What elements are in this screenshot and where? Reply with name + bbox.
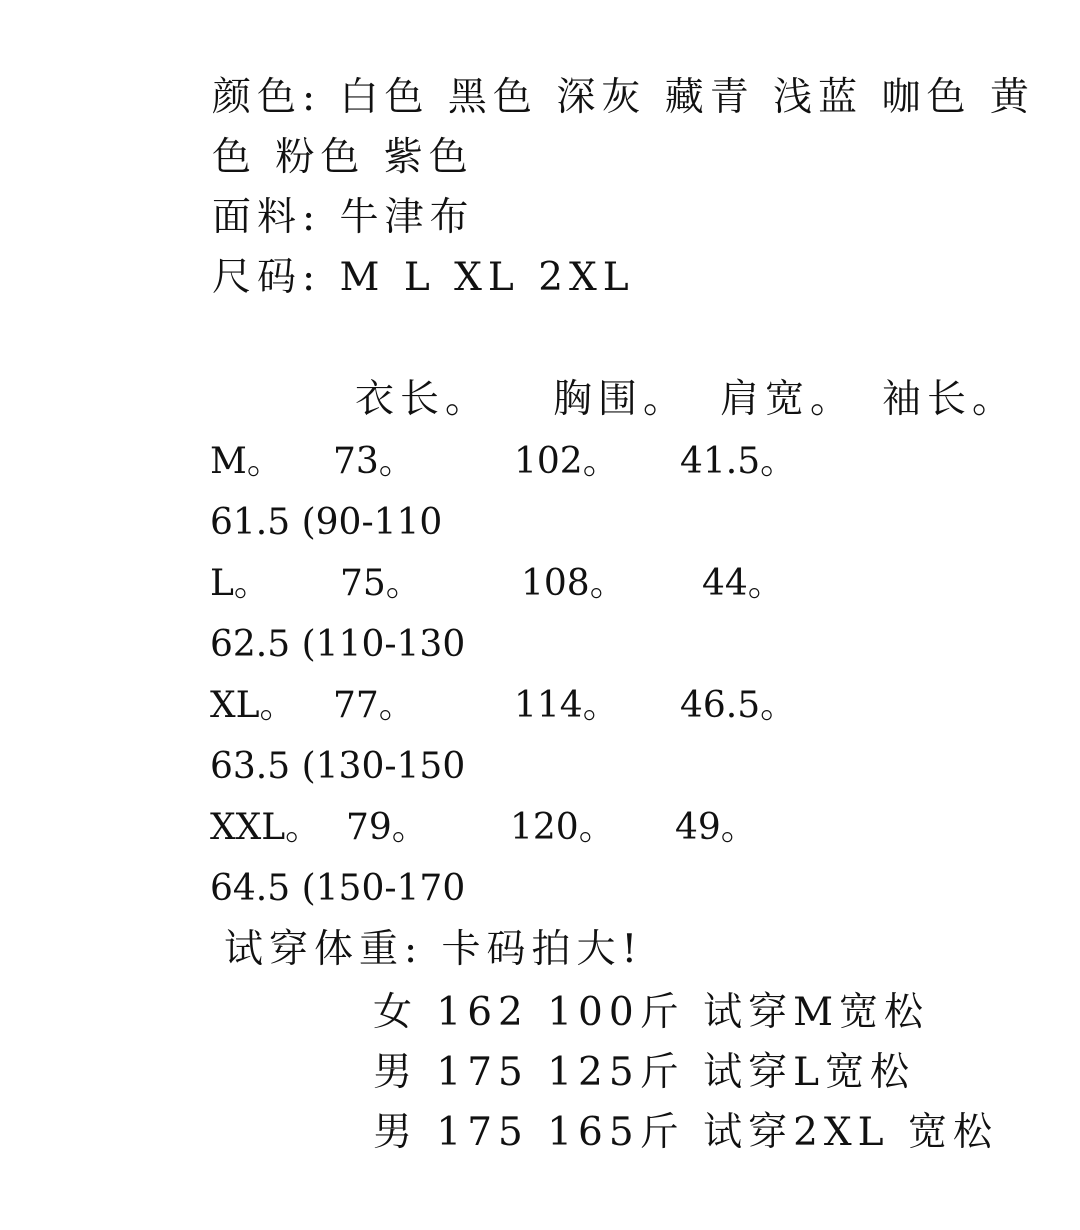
row-m-length: 73。 bbox=[333, 441, 415, 482]
header-length: 衣长。 bbox=[355, 377, 491, 422]
row-m-chest: 102。 bbox=[514, 441, 619, 482]
fabric-line: 面料: 牛津布 bbox=[212, 195, 475, 240]
trial-title: 试穿体重: 卡码拍大! bbox=[224, 927, 644, 972]
row-xl-chest: 114。 bbox=[514, 685, 619, 726]
row-xxl-size: XXL。 bbox=[210, 807, 322, 848]
row-l-sleeve: 62.5 (110-130 bbox=[210, 624, 466, 665]
row-m-shoulder: 41.5。 bbox=[680, 441, 797, 482]
row-m-sleeve: 61.5 (90-110 bbox=[210, 502, 443, 543]
row-xxl-sleeve: 64.5 (150-170 bbox=[210, 868, 466, 909]
trial-entry-2: 男 175 125斤 试穿L宽松 bbox=[373, 1050, 915, 1095]
trial-entry-3: 男 175 165斤 试穿2XL 宽松 bbox=[373, 1110, 998, 1155]
color-line-2: 色 粉色 紫色 bbox=[212, 135, 474, 180]
row-l-size: L。 bbox=[210, 563, 270, 604]
row-xxl-chest: 120。 bbox=[510, 807, 615, 848]
header-sleeve: 袖长。 bbox=[882, 377, 1018, 422]
row-xl-size: XL。 bbox=[210, 685, 296, 726]
row-l-length: 75。 bbox=[340, 563, 422, 604]
row-l-chest: 108。 bbox=[521, 563, 626, 604]
row-xxl-length: 79。 bbox=[346, 807, 428, 848]
header-chest: 胸围。 bbox=[553, 377, 689, 422]
header-shoulder: 肩宽。 bbox=[720, 377, 856, 422]
color-line-1: 颜色: 白色 黑色 深灰 藏青 浅蓝 咖色 黄 bbox=[212, 75, 1035, 120]
trial-entry-1: 女 162 100斤 试穿M宽松 bbox=[373, 990, 930, 1035]
row-l-shoulder: 44。 bbox=[702, 563, 784, 604]
row-xl-sleeve: 63.5 (130-150 bbox=[210, 746, 466, 787]
row-xxl-shoulder: 49。 bbox=[675, 807, 757, 848]
row-xl-shoulder: 46.5。 bbox=[680, 685, 797, 726]
size-line: 尺码: M L XL 2XL bbox=[212, 255, 635, 300]
row-m-size: M。 bbox=[210, 441, 283, 482]
row-xl-length: 77。 bbox=[333, 685, 415, 726]
